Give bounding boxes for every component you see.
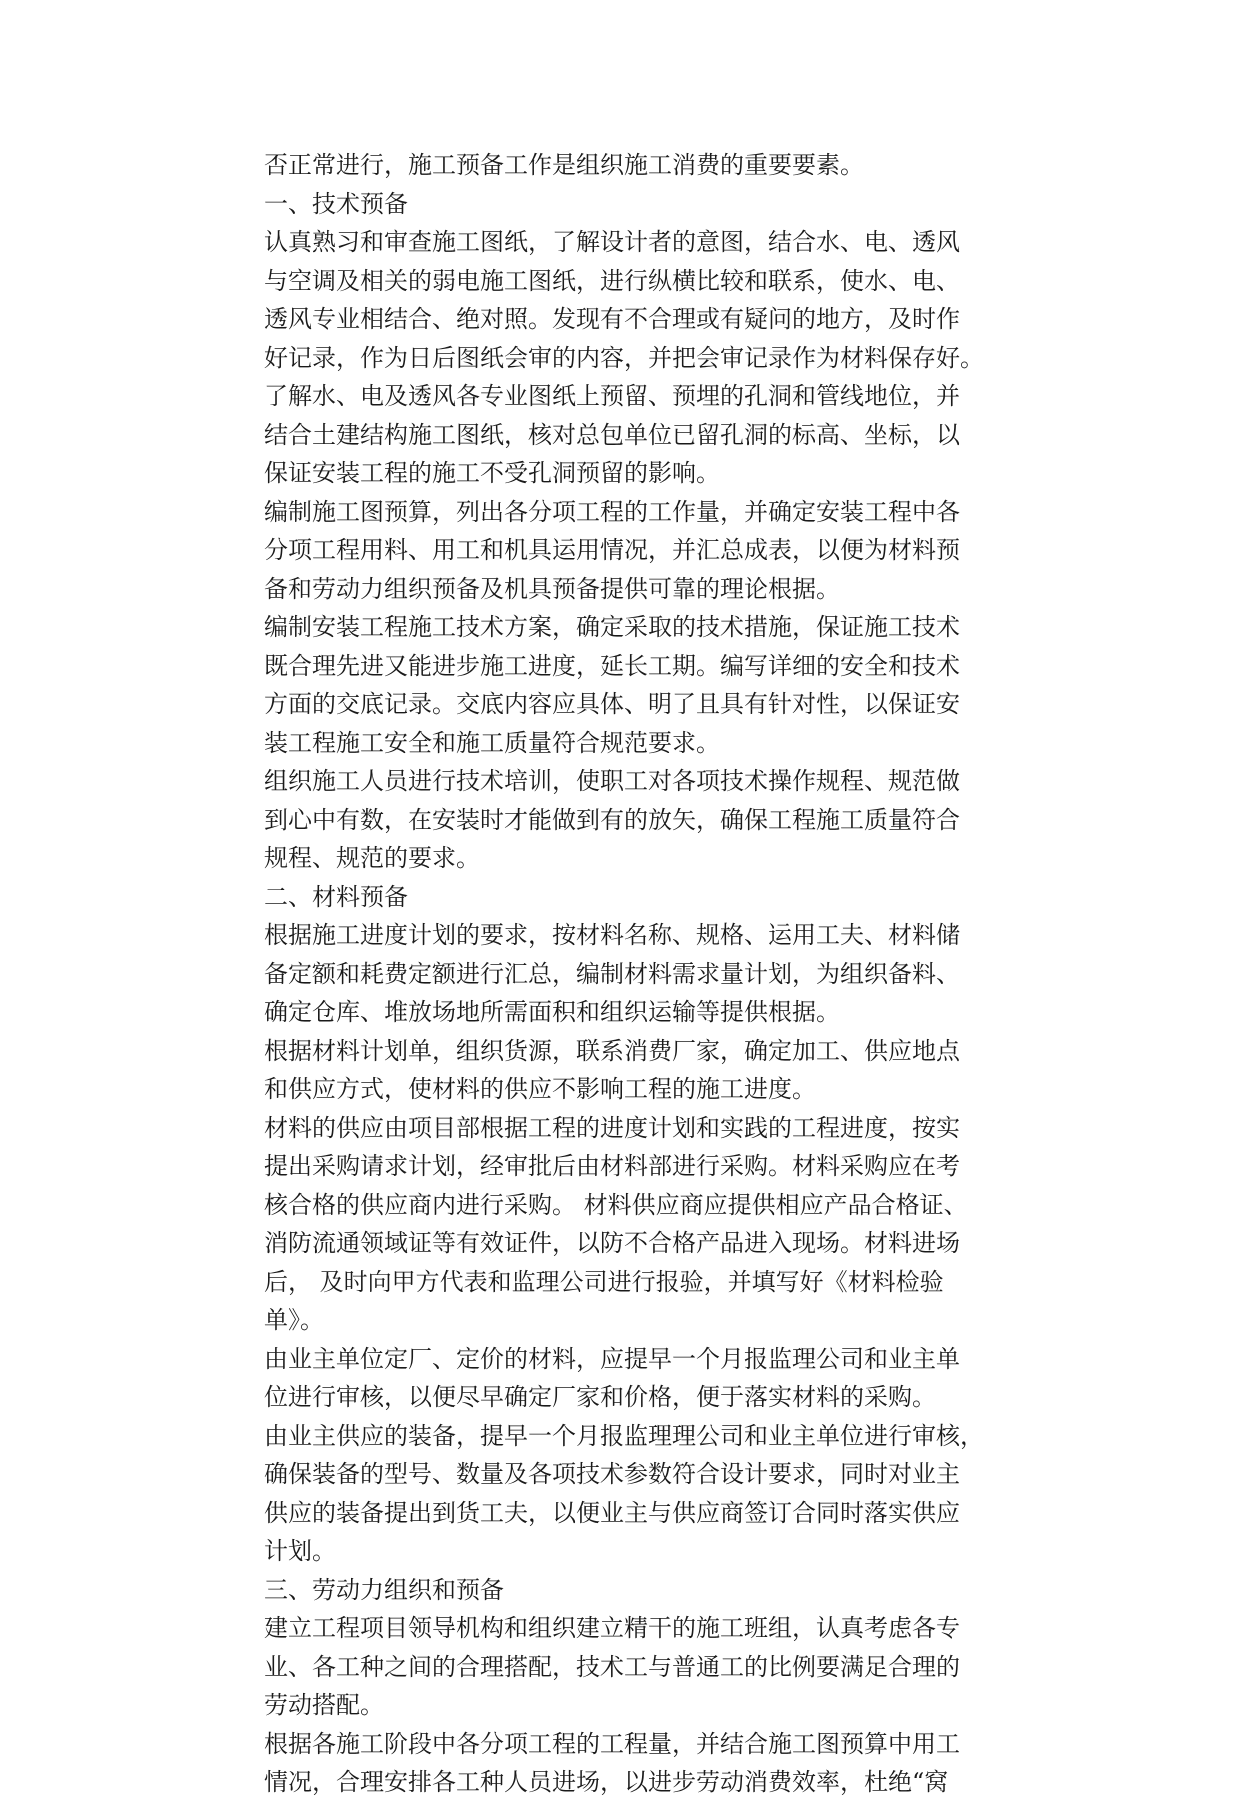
text-line: 组织施工人员进行技术培训，使职工对各项技术操作规程、规范做 [264,767,960,795]
section-heading: 一、技术预备 [264,189,408,218]
text-line: 备定额和耗费定额进行汇总，编制材料需求量计划，为组织备料、 [264,959,960,988]
text-line: 编制安装工程施工技术方案，确定采取的技术措施，保证施工技术 [264,613,960,641]
text-line: 材料的供应由项目部根据工程的进度计划和实践的工程进度，按实 [264,1113,960,1142]
text-line: 情况，合理安排各工种人员进场，以进步劳动消费效率，杜绝“窝 [264,1768,949,1796]
text-line: 和供应方式，使材料的供应不影响工程的施工进度。 [264,1075,816,1103]
text-line: 备和劳动力组织预备及机具预备提供可靠的理论根据。 [264,574,840,603]
text-line: 位进行审核，以便尽早确定厂家和价格，便于落实材料的采购。 [264,1383,936,1411]
text-line: 供应的装备提出到货工夫，以便业主与供应商签订合同时落实供应 [264,1498,960,1527]
text-line: 了解水、电及透风各专业图纸上预留、预埋的孔洞和管线地位，并 [264,382,960,410]
text-line: 业、各工种之间的合理搭配，技术工与普通工的比例要满足合理的 [264,1652,960,1681]
text-line: 由业主单位定厂、定价的材料，应提早一个月报监理公司和业主单 [264,1344,960,1373]
section-heading: 二、材料预备 [264,882,408,911]
text-line: 根据各施工阶段中各分项工程的工程量，并结合施工图预算中用工 [264,1729,960,1758]
text-line: 否正常进行，施工预备工作是组织施工消费的重要要素。 [264,151,864,179]
text-line: 好记录，作为日后图纸会审的内容，并把会审记录作为材料保存好。 [264,343,984,372]
text-line: 计划。 [264,1537,336,1565]
text-line: 根据施工进度计划的要求，按材料名称、规格、运用工夫、材料储 [264,921,960,949]
text-line: 后， 及时向甲方代表和监理公司进行报验，并填写好《材料检验 [264,1267,944,1296]
text-line: 结合土建结构施工图纸，核对总包单位已留孔洞的标高、坐标，以 [264,420,960,449]
text-line: 保证安装工程的施工不受孔洞预留的影响。 [264,459,720,487]
text-line: 编制施工图预算，列出各分项工程的工作量，并确定安装工程中各 [264,497,960,526]
section-heading: 三、劳动力组织和预备 [264,1575,504,1604]
text-line: 透风专业相结合、绝对照。发现有不合理或有疑问的地方，及时作 [264,305,960,333]
text-line: 既合理先进又能进步施工进度，延长工期。编写详细的安全和技术 [264,651,960,680]
text-line: 劳动搭配。 [264,1691,384,1719]
text-line: 到心中有数，在安装时才能做到有的放矢，确保工程施工质量符合 [264,805,960,834]
text-line: 核合格的供应商内进行采购。 材料供应商应提供相应产品合格证、 [264,1190,968,1219]
text-line: 规程、规范的要求。 [264,844,480,872]
text-line: 装工程施工安全和施工质量符合规范要求。 [264,728,720,757]
text-line: 与空调及相关的弱电施工图纸，进行纵横比较和联系，使水、电、 [264,266,960,295]
document-body [264,146,994,1802]
text-line: 提出采购请求计划，经审批后由材料部进行采购。材料采购应在考 [264,1152,960,1180]
text-line: 单》。 [264,1306,324,1334]
text-line: 消防流通领域证等有效证件，以防不合格产品进入现场。材料进场 [264,1229,960,1257]
text-line: 确保装备的型号、数量及各项技术参数符合设计要求，同时对业主 [264,1460,960,1488]
text-line: 确定仓库、堆放场地所需面积和组织运输等提供根据。 [264,998,840,1026]
text-line: 根据材料计划单，组织货源，联系消费厂家，确定加工、供应地点 [264,1036,960,1065]
text-line: 分项工程用料、用工和机具运用情况，并汇总成表，以便为材料预 [264,536,960,564]
text-line: 认真熟习和审查施工图纸，了解设计者的意图，结合水、电、透风 [264,228,960,256]
text-line: 建立工程项目领导机构和组织建立精干的施工班组，认真考虑各专 [264,1614,960,1642]
text-line: 由业主供应的装备，提早一个月报监理理公司和业主单位进行审核， [264,1421,984,1450]
text-line: 方面的交底记录。交底内容应具体、明了且具有针对性，以保证安 [264,690,960,718]
